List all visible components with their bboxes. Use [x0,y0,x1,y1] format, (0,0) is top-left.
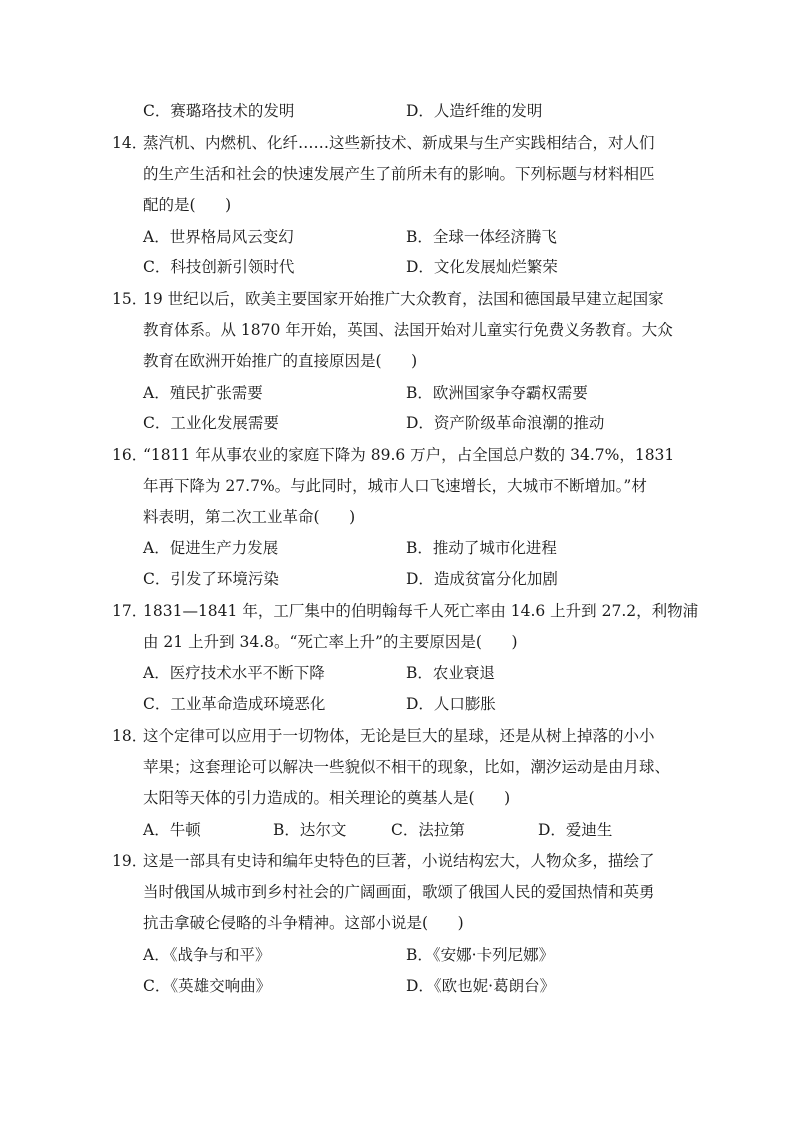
q14-option-b: B．全球一体经济腾飞 [406,228,557,246]
q18-stem-line: 苹果；这套理论可以解决一些貌似不相干的现象，比如，潮汐运动是由月球、 [143,758,671,776]
q19-option-d: D．《欧也妮·葛朗台》 [406,977,556,995]
q14-option-d: D．文化发展灿烂繁荣 [406,258,558,276]
q14-stem-line: 蒸汽机、内燃机、化纤……这些新技术、新成果与生产实践相结合，对人们 [143,134,655,152]
q18-option-b: B．达尔文 [273,821,347,839]
q16-number: 16． [112,446,148,464]
q16-option-c: C．引发了环境污染 [143,570,279,588]
q18-option-a: A．牛顿 [143,821,201,839]
q14-stem-line: 的生产生活和社会的快速发展产生了前所未有的影响。下列标题与材料相匹 [143,165,655,183]
q16-stem-line: 年再下降为 27.7%。与此同时，城市人口飞速增长，大城市不断增加。”材 [143,477,647,495]
q15-stem-line: 教育在欧洲开始推广的直接原因是( ) [143,352,418,370]
q17-option-b: B．农业衰退 [406,664,495,682]
q19-number: 19． [112,852,148,870]
q19-option-b: B．《安娜·卡列尼娜》 [406,946,555,964]
q16-option-b: B．推动了城市化进程 [406,539,557,557]
q15-stem-line: 19 世纪以后，欧美主要国家开始推广大众教育，法国和德国最早建立起国家 [143,290,664,308]
q13-option-d: D．人造纤维的发明 [406,102,543,120]
q16-stem-line: 料表明，第二次工业革命( ) [143,508,356,526]
q18-number: 18． [112,727,148,745]
q18-stem-line: 这个定律可以应用于一切物体，无论是巨大的星球，还是从树上掉落的小小 [143,727,655,745]
q13-option-c: C．赛璐珞技术的发明 [143,102,295,120]
q19-stem-line: 抗击拿破仑侵略的斗争精神。这部小说是( ) [143,914,464,932]
q17-number: 17． [112,602,148,620]
q15-option-d: D．资产阶级革命浪潮的推动 [406,414,605,432]
q16-option-a: A．促进生产力发展 [143,539,279,557]
q15-stem-line: 教育体系。从 1870 年开始，英国、法国开始对儿童实行免费义务教育。大众 [143,321,673,339]
q18-option-d: D．爱迪生 [538,821,613,839]
q15-option-a: A．殖民扩张需要 [143,384,263,402]
q17-option-a: A．医疗技术水平不断下降 [143,664,325,682]
q19-option-a: A．《战争与和平》 [143,946,271,964]
q17-stem-line: 由 21 上升到 34.8。“死亡率上升”的主要原因是( ) [143,633,518,651]
q15-option-b: B．欧洲国家争夺霸权需要 [406,384,588,402]
q18-stem-line: 太阳等天体的引力造成的。相关理论的奠基人是( ) [143,789,511,807]
q19-option-c: C．《英雄交响曲》 [143,977,272,995]
q14-option-c: C．科技创新引领时代 [143,258,295,276]
q15-number: 15． [112,290,148,308]
q18-option-c: C．法拉第 [391,821,465,839]
q16-option-d: D．造成贫富分化加剧 [406,570,558,588]
q15-option-c: C．工业化发展需要 [143,414,279,432]
q16-stem-line: “1811 年从事农业的家庭下降为 89.6 万户，占全国总户数的 34.7%，1831 [143,446,675,464]
q19-stem-line: 这是一部具有史诗和编年史特色的巨著，小说结构宏大，人物众多，描绘了 [143,852,655,870]
q17-stem-line: 1831—1841 年，工厂集中的伯明翰每千人死亡率由 14.6 上升到 27.2，利物浦 [143,602,699,620]
q14-option-a: A．世界格局风云变幻 [143,228,294,246]
q17-option-c: C．工业革命造成环境恶化 [143,695,326,713]
q14-number: 14． [112,134,148,152]
q14-stem-line: 配的是( ) [143,196,232,214]
q17-option-d: D．人口膨胀 [406,695,496,713]
q19-stem-line: 当时俄国从城市到乡村社会的广阔画面，歌颂了俄国人民的爱国热情和英勇 [143,883,655,901]
